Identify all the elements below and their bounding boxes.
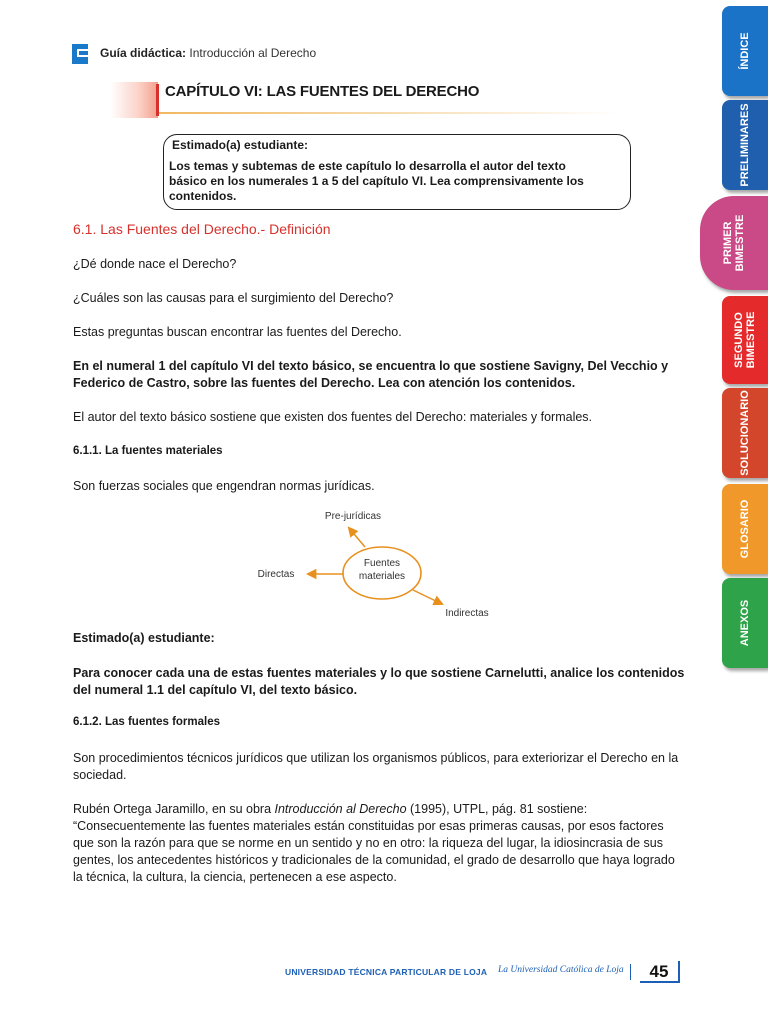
chapter-underline (159, 112, 619, 114)
quote-text: “Consecuentemente las fuentes materiales están constituidas por esas primeras causas, por esos factores que son la razón para que se norme en un sentido y no en otro: la riqueza del lugar, la idiosincrasia de sus gentes, los antecedentes históricos y tradicionales de la comunidad, el grado de desarrollo que haya logrado la técnica, la cultura, la ciencia, pertenecen a ese aspecto. (73, 819, 675, 884)
tab-primer-bimestre-label: PRIMER BIMESTRE (722, 214, 746, 272)
tab-solucionario-label: SOLUCIONARIO (739, 390, 751, 476)
formal-sources-definition: Son procedimientos técnicos jurídicos que utilizan los organismos públicos, para exteriorizar el Derecho en la sociedad. (73, 751, 679, 782)
note2-body: Para conocer cada una de estas fuentes materiales y lo que sostiene Carnelutti, analice los contenidos del numeral 1.1 del capítulo VI, del texto básico. (73, 666, 685, 697)
quote-book-title: Introducción al Derecho (274, 802, 407, 816)
arrow-right (413, 590, 442, 604)
guide-label: Guía didáctica: (100, 46, 187, 60)
tab-primer-bimestre[interactable] (700, 196, 768, 290)
tab-glosario[interactable] (722, 484, 768, 574)
tab-anexos-label: ANEXOS (739, 599, 751, 647)
question-causes: ¿Cuáles son las causas para el surgimiento del Derecho? (73, 291, 394, 305)
page-number: 45 (640, 961, 680, 983)
footer-motto: La Universidad Católica de Loja (498, 965, 624, 975)
node-indirectas: Indirectas (445, 608, 489, 619)
tab-preliminares[interactable] (722, 100, 768, 190)
paragraph-reading-instruction: En el numeral 1 del capítulo VI del texto básico, se encuentra lo que sostiene Savigny, Del Vecchio y Federico de Castro, sobre las fuentes del Derecho. Lea con atención los contenidos. (73, 359, 669, 390)
guide-course: Introducción al Derecho (189, 46, 317, 60)
paragraph-purpose: Estas preguntas buscan encontrar las fuentes del Derecho. (73, 325, 402, 339)
material-sources-diagram (230, 502, 520, 630)
arrow-top (349, 528, 365, 547)
tab-solucionario[interactable] (722, 388, 768, 478)
quote-intro-before: Rubén Ortega Jaramillo, en su obra (73, 802, 275, 816)
section-heading-6-1: 6.1. Las Fuentes del Derecho.- Definición (73, 221, 331, 237)
note-body: Los temas y subtemas de este capítulo lo desarrolla el autor del texto básico en los numerales 1 a 5 del capítulo VI. Lea comprensivamente los contenidos. (169, 159, 584, 203)
question-origin: ¿Dé donde nace el Derecho? (73, 257, 237, 271)
tab-segundo-bimestre[interactable] (722, 296, 768, 384)
material-sources-definition: Son fuerzas sociales que engendran normas jurídicas. (73, 479, 375, 493)
tab-glosario-label: GLOSARIO (739, 499, 751, 559)
subsection-heading-6-1-2: 6.1.2. Las fuentes formales (73, 716, 221, 728)
tab-segundo-bimestre-label: SEGUNDO BIMESTRE (733, 311, 757, 369)
center-node-label-1: Fuentes (363, 558, 401, 569)
paragraph-two-sources: El autor del texto básico sostiene que existen dos fuentes del Derecho: materiales y formales. (73, 410, 593, 424)
utpl-logo (72, 44, 88, 64)
running-header (100, 46, 316, 60)
quote-intro (73, 801, 685, 818)
footer-university: UNIVERSIDAD TÉCNICA PARTICULAR DE LOJA (285, 967, 488, 977)
tab-anexos[interactable] (722, 578, 768, 668)
tab-indice[interactable] (722, 6, 768, 96)
node-directas: Directas (257, 569, 295, 580)
node-pre-juridicas: Pre-jurídicas (324, 511, 382, 522)
footer-separator (630, 964, 631, 980)
tab-indice-label: ÍNDICE (739, 32, 751, 70)
quote-intro-after: (1995), UTPL, pág. 81 sostiene: (406, 802, 588, 816)
chapter-accent (110, 82, 158, 118)
tab-preliminares-label: PRELIMINARES (739, 103, 751, 187)
note-title: Estimado(a) estudiante: (172, 138, 309, 152)
note2-title: Estimado(a) estudiante: (73, 631, 215, 645)
chapter-title: CAPÍTULO VI: LAS FUENTES DEL DERECHO (165, 83, 480, 100)
subsection-heading-6-1-1: 6.1.1. La fuentes materiales (73, 445, 223, 457)
center-node-label-2: materiales (358, 571, 406, 582)
